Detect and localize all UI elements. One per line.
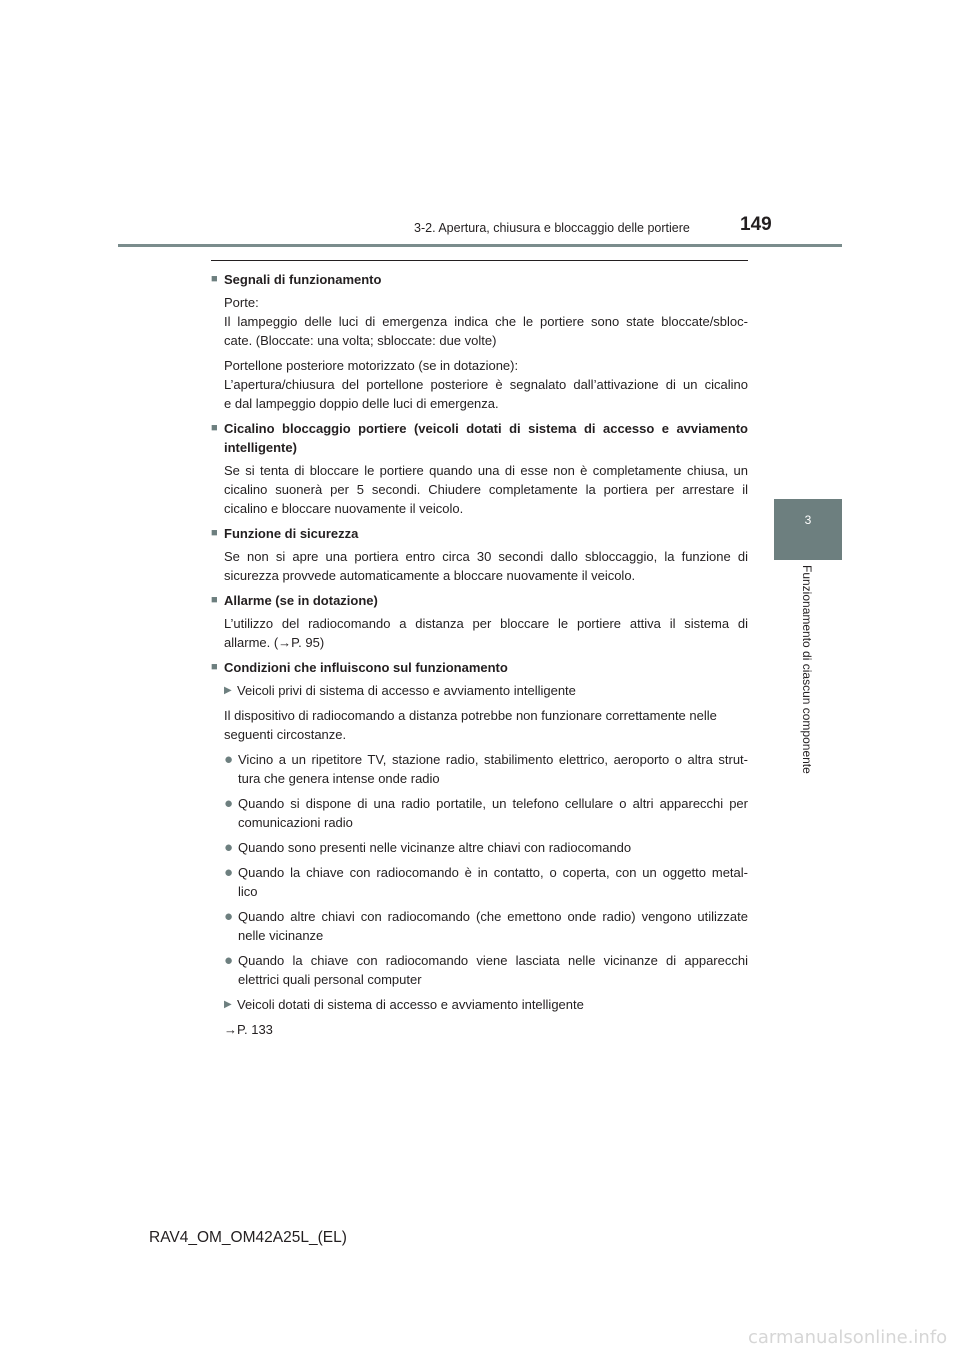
list-item: ● Quando la chiave con radiocomando è in contatto, o coperta, con un oggetto metal- lico xyxy=(224,864,748,899)
header-section-title: 3-2. Apertura, chiusura e bloccaggio delle portiere xyxy=(414,221,690,235)
list-item: ● Quando la chiave con radiocomando viene lasciata nelle vicinanze di apparecchi elettrici quali personal computer xyxy=(224,952,748,987)
circle-bullet-icon: ● xyxy=(224,839,234,856)
subheading: ▶ Veicoli dotati di sistema di accesso e avviamento intelligente xyxy=(224,997,584,1012)
square-bullet-icon: ■ xyxy=(211,527,218,539)
chapter-tab-rule xyxy=(774,558,842,560)
circle-bullet-icon: ● xyxy=(224,908,234,925)
subheading: ▶ Veicoli privi di sistema di accesso e avviamento intelligente xyxy=(224,683,576,698)
page-number: 149 xyxy=(740,214,772,235)
circle-bullet-icon: ● xyxy=(224,795,234,812)
square-bullet-icon: ■ xyxy=(211,594,218,606)
circle-bullet-icon: ● xyxy=(224,864,234,881)
section-title: ■ Condizioni che influiscono sul funzionamento xyxy=(211,660,508,675)
paragraph: Portellone posteriore motorizzato (se in dotazione): L’apertura/chiusura del portellone posteriore è segnalato dall’attivazione di un cicalino e dal lampeggio doppio delle luci di emergenza. xyxy=(224,358,748,411)
list-item: ● Quando sono presenti nelle vicinanze altre chiavi con radiocomando xyxy=(224,839,632,856)
page-content xyxy=(211,270,748,1045)
section-cicalino xyxy=(211,419,748,518)
section-allarme xyxy=(211,591,748,652)
page-reference-link[interactable]: allarme. (→P. 95) xyxy=(224,635,325,650)
chapter-title: Funzionamento di ciascun componente xyxy=(800,565,814,774)
paragraph: Il dispositivo di radiocomando a distanza potrebbe non funzionare correttamente nelle seguenti circostanze. xyxy=(224,708,717,742)
square-bullet-icon: ■ xyxy=(211,273,218,285)
square-bullet-icon: ■ xyxy=(211,422,218,434)
list-item: ● Quando altre chiavi con radiocomando (che emettono onde radio) vengono utilizzate nelle vicinanze xyxy=(224,908,748,943)
section-title: ■ Cicalino bloccaggio portiere (veicoli dotati di sistema di accesso e avviamento intelligente) xyxy=(211,421,748,455)
content-top-rule xyxy=(211,260,748,261)
page-reference-link[interactable]: →P. 133 xyxy=(224,1022,273,1037)
list-item: ● Quando si dispone di una radio portatile, un telefono cellulare o altri apparecchi per comunicazioni radio xyxy=(224,795,748,830)
triangle-bullet-icon: ▶ xyxy=(224,685,232,696)
document-code-footer: RAV4_OM_OM42A25L_(EL) xyxy=(149,1229,347,1246)
circle-bullet-icon: ● xyxy=(224,751,234,768)
chapter-number: 3 xyxy=(804,513,812,527)
section-sicurezza xyxy=(211,524,748,585)
list-item: ● Vicino a un ripetitore TV, stazione radio, stabilimento elettrico, aeroporto o altra strut- tura che genera intense onde radio xyxy=(224,751,748,786)
watermark: carmanualsonline.info xyxy=(748,1327,948,1348)
square-bullet-icon: ■ xyxy=(211,661,218,673)
paragraph: Se non si apre una portiera entro circa 30 secondi dallo sbloccaggio, la funzione di sicurezza provvede automaticamente a bloccare nuovamente il veicolo. xyxy=(224,549,748,583)
chapter-tab[interactable] xyxy=(774,499,842,558)
section-title: ■ Segnali di funzionamento xyxy=(211,272,382,287)
paragraph: L’utilizzo del radiocomando a distanza per bloccare le portiere attiva il sistema di allarme. (→P. 95) xyxy=(224,616,748,650)
circle-bullet-icon: ● xyxy=(224,952,234,969)
section-title: ■ Allarme (se in dotazione) xyxy=(211,593,378,608)
section-segnali xyxy=(211,270,748,413)
section-title: ■ Funzione di sicurezza xyxy=(211,526,359,541)
section-condizioni xyxy=(211,658,748,1039)
paragraph: Porte: Il lampeggio delle luci di emergenza indica che le portiere sono state bloccate/sbloc- cate. (Bloccate: una volta; sbloccate: due volte) xyxy=(224,295,748,348)
paragraph: Se si tenta di bloccare le portiere quando una di esse non è completamente chiusa, un cicalino suonerà per 5 secondi. Chiudere completamente la portiera per arrestare il cicalino e bloccare nuovamente il veicolo. xyxy=(224,463,748,516)
header-divider xyxy=(118,244,842,247)
triangle-bullet-icon: ▶ xyxy=(224,999,232,1010)
